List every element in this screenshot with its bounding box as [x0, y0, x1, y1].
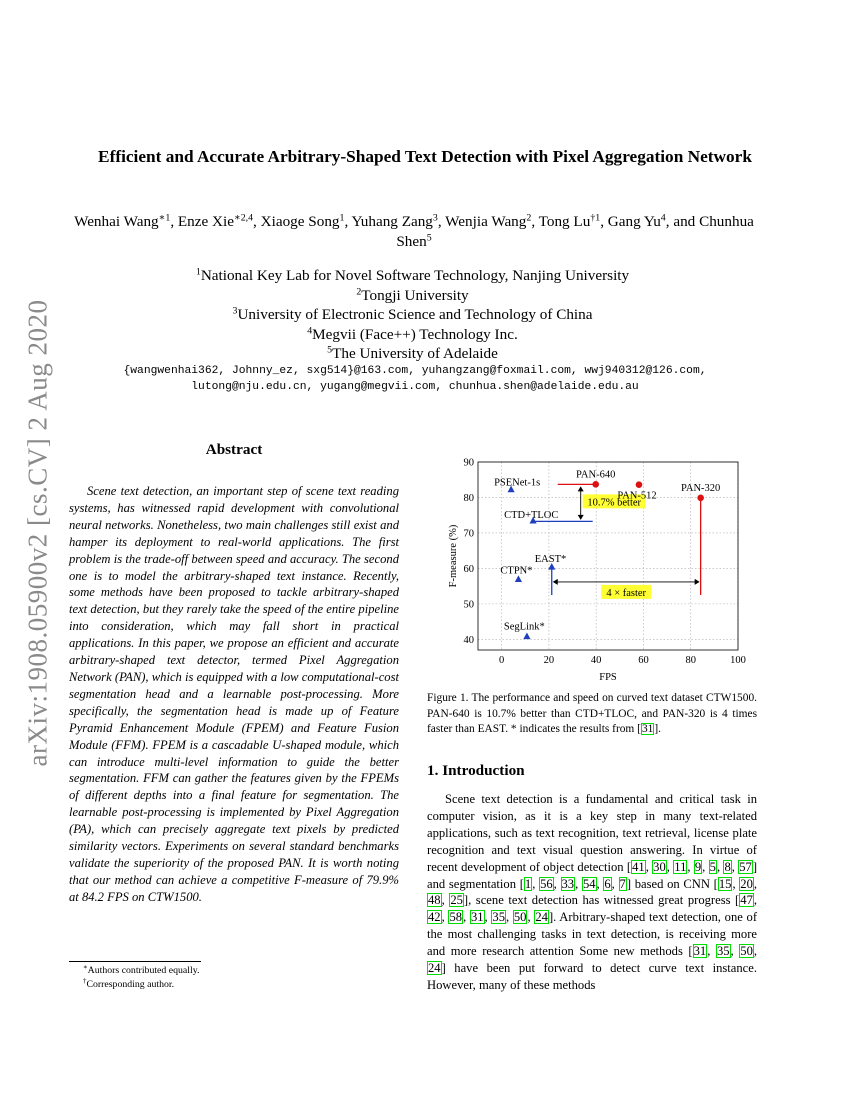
citation-link[interactable]: 31 [470, 910, 484, 925]
citation-link[interactable]: 33 [561, 876, 575, 891]
x-tick-label: 20 [543, 655, 555, 666]
arrow-head [578, 515, 584, 520]
arrow-head [695, 579, 700, 585]
citation-link[interactable]: 50 [740, 944, 753, 959]
point-label: PAN-512 [617, 490, 657, 502]
citation-link[interactable]: 7 [619, 876, 626, 891]
author-name: Tong Lu [538, 213, 591, 230]
y-tick-label: 70 [463, 528, 474, 540]
footnote-mark: ∗ [83, 964, 88, 972]
point-label: EAST* [534, 553, 567, 565]
author-affil-mark: ∗2,4 [233, 212, 254, 224]
point-label: PAN-320 [681, 482, 721, 494]
affiliation-text: The University of Adelaide [332, 345, 498, 362]
performance-chart [426, 448, 756, 688]
point-pan-320 [697, 495, 704, 502]
author [445, 213, 538, 230]
y-tick-label: 60 [463, 563, 474, 575]
citation-link[interactable]: 1 [524, 876, 532, 891]
author-affil-mark: 5 [426, 232, 432, 244]
citation-link[interactable]: 35 [492, 910, 505, 925]
y-tick-label: 90 [463, 457, 474, 469]
citation-link[interactable]: 42 [428, 910, 441, 925]
author-affil-mark: ∗1 [158, 212, 171, 224]
footnote-text: Corresponding author. [86, 979, 175, 990]
citation-link[interactable]: 24 [428, 961, 441, 976]
citation-link[interactable]: 25 [450, 893, 463, 908]
intro-text: , [687, 859, 694, 874]
affiliation-number: 2 [356, 286, 362, 298]
x-tick-label: 100 [730, 655, 746, 666]
point-pan-640 [592, 481, 599, 488]
affiliation-text: University of Electronic Science and Technology of China [237, 306, 593, 323]
arxiv-stamp [18, 292, 58, 774]
intro-text: , [596, 876, 604, 891]
citation-link[interactable]: 35 [716, 944, 730, 959]
author [608, 213, 699, 230]
point-label: CTPN* [500, 565, 533, 577]
intro-text: , [730, 944, 740, 959]
intro-text: , [532, 876, 540, 891]
affiliation-number: 5 [327, 344, 333, 356]
intro-text: , [441, 910, 449, 925]
author-separator: , [437, 213, 446, 230]
figure-caption [427, 691, 757, 738]
intro-body [427, 791, 757, 994]
annotation-label: 4 × faster [606, 587, 647, 599]
author-name: Wenjia Wang [445, 213, 527, 230]
email-block [60, 364, 770, 395]
citation-link[interactable]: 6 [604, 876, 611, 891]
intro-paragraph [427, 791, 757, 994]
y-axis-label: F-measure (%) [448, 524, 459, 588]
intro-text: , [702, 859, 709, 874]
author-separator: , [170, 213, 178, 230]
x-tick-label: 0 [499, 655, 505, 666]
intro-text: , [716, 859, 724, 874]
footnote-divider [69, 961, 201, 962]
arrow-head [553, 579, 558, 585]
author-affil-mark: 4 [660, 212, 666, 224]
author-name: Enze Xie [177, 213, 234, 230]
author [261, 213, 352, 230]
citation-link[interactable]: 31 [693, 944, 707, 959]
citation-link[interactable]: 8 [724, 859, 731, 874]
affiliation-text: National Key Lab for Novel Software Technology, Nanjing University [200, 267, 630, 284]
citation-link[interactable]: 31 [641, 723, 654, 736]
affiliation [100, 305, 725, 325]
citation-link[interactable]: 9 [694, 859, 702, 874]
footnote-mark: † [83, 978, 87, 986]
footnotes [83, 964, 199, 992]
paper-title: Efficient and Accurate Arbitrary-Shaped Text Detection with Pixel Aggregation Network [98, 147, 752, 166]
caption-text: ]. [654, 723, 661, 736]
affiliation [100, 325, 725, 345]
abstract-heading: Abstract [205, 441, 263, 458]
citation-link[interactable]: 54 [582, 876, 596, 891]
affiliation [100, 286, 725, 306]
intro-text: , [463, 910, 470, 925]
arxiv-stamp-text: arXiv:1908.05900v2 [cs.CV] 2 Aug 2020 [22, 299, 53, 767]
x-tick-label: 60 [638, 655, 649, 666]
affiliation-text: Tongji University [361, 286, 469, 304]
citation-link[interactable]: 11 [674, 859, 687, 874]
intro-text: ] based on CNN [ [626, 876, 718, 891]
y-tick-label: 50 [463, 599, 474, 611]
x-axis-label: FPS [599, 672, 617, 683]
intro-text: , [645, 859, 653, 874]
abstract-paragraph: Scene text detection, an important step of scene text reading systems, has witnessed rapid development with convolutional neural networks. Nonetheless, two main challenges still exist and hamper its deployment to real-world applications. The first problem is the trade-off between speed and accuracy. The second one is to model the arbitrary-shaped text instance. Recently, some methods have been proposed to tackle arbitrary-shaped text detection, but they rarely take the speed of the entire pipeline into consideration, which may fall short in practical applications. In this paper, we propose an efficient and accurate arbitrary-shaped text detector, termed Pixel Aggregation Network (PAN), which is equipped with a low computational-cost segmentation head and a learnable post-processing. More specifically, the segmentation head is made up of Feature Pyramid Enhancement Module (FPEM) and Feature Fusion Module (FFM). FPEM is a cascadable U-shaped module, which can introduce multi-level information to guide the better segmentation. FFM can gather the features given by the FPEMs of different depths into a final feature for segmentation. The learnable post-processing is implemented by Pixel Aggregation (PA), which can precisely aggregate text pixels by predicted similarity vectors. Experiments on several standard benchmarks validate the superiority of the proposed PAN. It is worth noting that our method can achieve a competitive F-measure of 79.9% at 84.2 FPS on CTW1500. [69, 484, 399, 904]
intro-heading: 1. Introduction [427, 762, 525, 779]
caption-text: Figure 1. The performance and speed on curved text dataset CTW1500. PAN-640 is 10.7% better than CTD+TLOC, and PAN-320 is 4 times faster than EAST. * indicates the results from [ [427, 692, 757, 736]
citation-link[interactable]: 50 [513, 910, 527, 925]
y-tick-label: 40 [463, 634, 474, 646]
citation-link[interactable]: 56 [540, 876, 553, 891]
intro-text: ], scene text detection has witnessed great progress [ [463, 893, 740, 908]
email-line: lutong@nju.edu.cn, yugang@megvii.com, chunhua.shen@adelaide.edu.au [191, 380, 639, 393]
intro-text: , [575, 876, 582, 891]
author-separator: , and [665, 213, 700, 230]
annotation-label: 10.7% better [587, 497, 642, 509]
affiliation [100, 344, 725, 364]
intro-text: , [753, 893, 758, 908]
intro-text: , [506, 910, 513, 925]
point-label: SegLink* [503, 621, 545, 633]
author-affil-mark: 2 [526, 212, 532, 224]
intro-text: , [707, 944, 716, 959]
footnote [83, 964, 199, 978]
intro-text: , [553, 876, 561, 891]
intro-text: ]. Arbitrary-shaped text detection, one of the most challenging tasks in text detection, is receiving more and more research attention Some new methods [ [427, 910, 758, 959]
intro-text: Scene text detection is a fundamental and critical task in computer vision, as it is a key step in many text-related applications, such as text recognition, text retrieval, license plate recognition and text visual question answering. In virtue of recent development of object detection [ [427, 792, 757, 874]
point-label: PAN-640 [576, 469, 616, 481]
citation-link[interactable]: 58 [449, 910, 463, 925]
footnote [83, 978, 199, 992]
citation-link[interactable]: 20 [740, 876, 753, 891]
affiliation-number: 1 [195, 266, 201, 278]
arrow-head [578, 486, 584, 491]
x-tick-label: 40 [590, 655, 602, 666]
citation-link[interactable]: 41 [632, 859, 645, 874]
author-name: Chunhua Shen [396, 213, 754, 250]
author-separator: , [344, 213, 352, 230]
citation-link[interactable]: 57 [739, 859, 752, 874]
author-separator: , [253, 213, 261, 230]
email-line: {wangwenhai362, Johnny_ez, sxg514}@163.com, yuhangzang@foxmail.com, wwj940312@126.com, [123, 365, 707, 377]
intro-text: , [753, 876, 758, 891]
affiliation-number: 4 [307, 325, 313, 337]
affiliation [100, 266, 725, 286]
author-affil-mark: †1 [590, 212, 601, 224]
author-list [64, 212, 764, 252]
author-name: Gang Yu [607, 213, 661, 230]
citation-link[interactable]: 48 [428, 893, 441, 908]
author-name: Xiaoge Song [260, 213, 340, 230]
point-label: PSENet-1s [494, 477, 541, 489]
author [178, 213, 261, 230]
author [352, 213, 446, 230]
author-separator: , [531, 213, 539, 230]
author-affil-mark: 3 [432, 212, 438, 224]
intro-text: ] have been put forward to detect curve text instance. However, many of these methods [427, 961, 757, 992]
footnote-text: Authors contributed equally. [87, 965, 200, 976]
intro-text: , [666, 859, 674, 874]
point-seglink- [523, 633, 530, 640]
citation-link[interactable]: 24 [535, 910, 548, 925]
point-label: CTD+TLOC [504, 509, 559, 521]
citation-link[interactable]: 15 [718, 876, 732, 891]
intro-text: , [527, 910, 535, 925]
intro-text: , [441, 893, 450, 908]
point-pan-512 [636, 481, 643, 488]
affiliation-list [100, 266, 725, 364]
intro-text: , [484, 910, 492, 925]
author-separator: , [600, 213, 608, 230]
affiliation-number: 3 [232, 305, 238, 317]
citation-link[interactable]: 30 [653, 859, 666, 874]
intro-text: , [753, 944, 758, 959]
author [74, 213, 178, 230]
citation-link[interactable]: 5 [709, 859, 716, 874]
author-name: Wenhai Wang [74, 213, 159, 230]
abstract-body [69, 483, 399, 906]
x-tick-label: 80 [685, 655, 696, 666]
intro-text: ] and segmentation [ [427, 859, 758, 891]
y-tick-label: 80 [463, 492, 474, 504]
intro-text: , [732, 876, 740, 891]
intro-text: , [731, 859, 739, 874]
author-name: Yuhang Zang [351, 213, 433, 230]
affiliation-text: Megvii (Face++) Technology Inc. [312, 325, 518, 343]
intro-text: , [611, 876, 619, 891]
author-affil-mark: 1 [339, 212, 345, 224]
author [539, 213, 608, 230]
citation-link[interactable]: 47 [740, 893, 753, 908]
